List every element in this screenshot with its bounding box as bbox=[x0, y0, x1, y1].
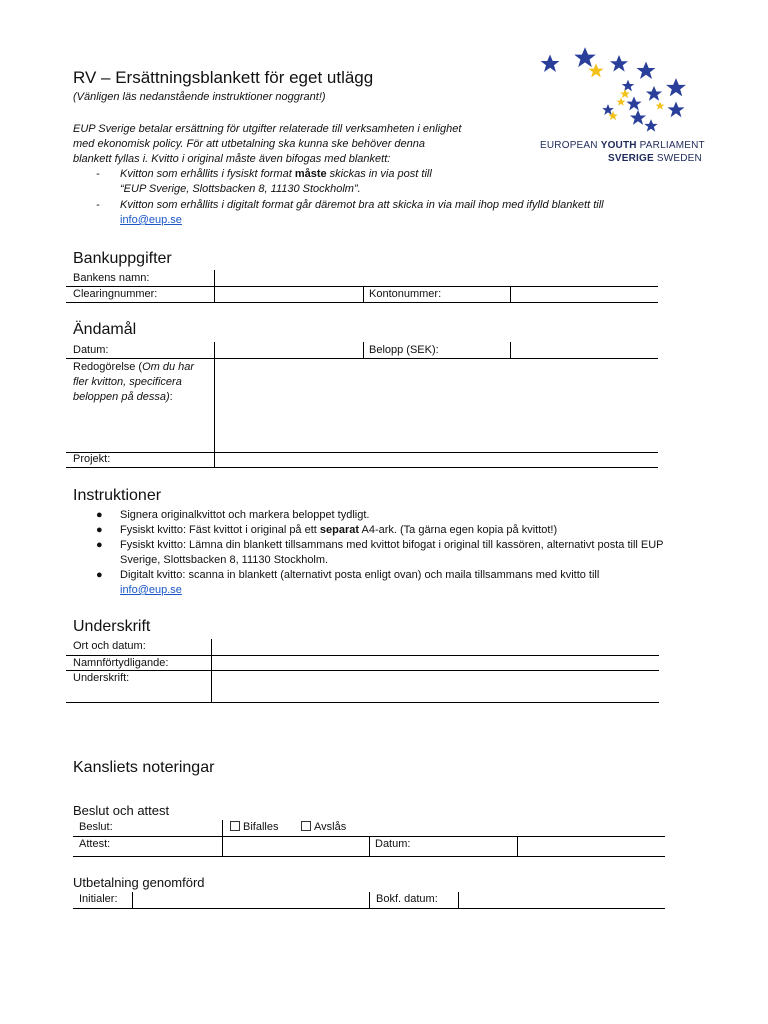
clearing-label: Clearingnummer: bbox=[73, 288, 158, 300]
bank-name-label: Bankens namn: bbox=[73, 272, 150, 284]
account-number-field[interactable] bbox=[512, 287, 656, 301]
amount-field[interactable] bbox=[512, 343, 656, 357]
clearing-field[interactable] bbox=[216, 287, 362, 301]
signature-field[interactable] bbox=[213, 671, 657, 701]
payment-heading: Utbetalning genomförd bbox=[73, 875, 205, 890]
account-description-field[interactable] bbox=[216, 360, 656, 450]
name-clarification-label: Namnförtydligande: bbox=[73, 657, 169, 669]
initials-label: Initialer: bbox=[79, 893, 118, 905]
project-label: Projekt: bbox=[73, 453, 111, 465]
instructions-list bbox=[96, 508, 696, 598]
amount-label: Belopp (SEK): bbox=[369, 344, 439, 356]
decision-label: Beslut: bbox=[79, 821, 113, 833]
intro-text: EUP Sverige betalar ersättning för utgifter relaterade till verksamheten i enlighet med ekonomisk policy. För att utbetalning ska kunna ske behöver denna blankett fyllas i. Kvitto i original måste även bifogas med blankett: bbox=[73, 123, 462, 165]
logo-line2: SVERIGE SWEDEN bbox=[608, 153, 702, 164]
project-field[interactable] bbox=[216, 453, 656, 466]
page-subtitle: (Vänligen läs nedanstående instruktioner noggrant!) bbox=[73, 91, 326, 103]
signature-heading: Underskrift bbox=[73, 618, 151, 635]
eyp-sweden-logo bbox=[478, 26, 710, 176]
approve-checkbox[interactable]: Bifalles bbox=[230, 821, 278, 833]
logo-line1: EUROPEAN YOUTH PARLIAMENT bbox=[540, 140, 705, 151]
name-clarification-field[interactable] bbox=[213, 656, 657, 669]
decision-date-label: Datum: bbox=[375, 838, 411, 850]
account-description-label: Redogörelse (Om du har fler kvitton, specificera beloppen på dessa): bbox=[73, 361, 195, 403]
checkbox-icon bbox=[301, 821, 311, 831]
decision-date-field[interactable] bbox=[519, 838, 663, 854]
list-item: ● Digitalt kvitto: scanna in blankett (alternativt posta enligt ovan) och maila tillsammans med kvitto till info@eup.se bbox=[96, 569, 600, 596]
account-number-label: Kontonummer: bbox=[369, 288, 442, 300]
reject-checkbox[interactable]: Avslås bbox=[301, 821, 346, 833]
list-item: ● Fysiskt kvitto: Fäst kvittot i original på ett separat A4-ark. (Ta gärna egen kopia på kvittot!) bbox=[96, 524, 558, 536]
booking-date-label: Bokf. datum: bbox=[376, 893, 438, 905]
stars-icon bbox=[478, 26, 710, 136]
purpose-heading: Ändamål bbox=[73, 321, 137, 338]
office-notes-heading: Kansliets noteringar bbox=[73, 759, 215, 776]
date-field[interactable] bbox=[216, 343, 362, 357]
date-label: Datum: bbox=[73, 344, 109, 356]
booking-date-field[interactable] bbox=[460, 893, 663, 907]
place-date-field[interactable] bbox=[213, 640, 657, 654]
bank-heading: Bankuppgifter bbox=[73, 250, 172, 267]
email-link[interactable]: info@eup.se bbox=[120, 584, 182, 596]
decision-heading: Beslut och attest bbox=[73, 803, 170, 818]
list-item: ● Fysiskt kvitto: Lämna din blankett tillsammans med kvittot bifogat i original till kassören, alternativt posta till EUP Sverige, Slottsbacken 8, 11130 Stockholm. bbox=[96, 539, 664, 566]
email-link[interactable]: info@eup.se bbox=[120, 214, 182, 226]
page-title: RV – Ersättningsblankett för eget utlägg bbox=[73, 68, 374, 87]
checkbox-icon bbox=[230, 821, 240, 831]
attest-label: Attest: bbox=[79, 838, 111, 850]
signature-label: Underskrift: bbox=[73, 672, 130, 684]
instructions-heading: Instruktioner bbox=[73, 487, 162, 504]
list-item: ● Signera originalkvittot och markera beloppet tydligt. bbox=[96, 509, 370, 521]
attest-field[interactable] bbox=[224, 838, 368, 854]
bank-name-field[interactable] bbox=[216, 271, 656, 285]
initials-field[interactable] bbox=[134, 893, 367, 907]
place-date-label: Ort och datum: bbox=[73, 640, 146, 652]
